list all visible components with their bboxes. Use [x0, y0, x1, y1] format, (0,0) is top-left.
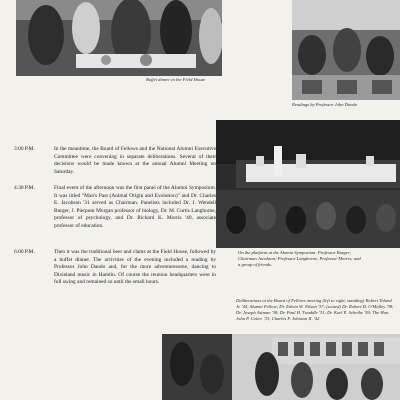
readings-photo-art — [292, 0, 400, 100]
caption-buffet: Buffet dinner in the Field House — [146, 77, 206, 82]
photo-buffet-dinner — [16, 0, 222, 76]
entry-time: 3:00 P.M. — [14, 146, 35, 152]
photo-platform-symposium — [216, 120, 400, 248]
entry-time: 4:30 P.M. — [14, 185, 35, 191]
buffet-photo-art — [16, 0, 222, 76]
platform-photo-art — [216, 120, 400, 248]
photo-board-of-fellows — [162, 334, 400, 400]
caption-deliberations: Deliberations at the Board of Fellows meeting (left to right, standing) Robert Toland Jr. '44, Alumni Fellow; Dr. Edwin W. Nilson '37; (seated) Dr. Robert D. O'Malley '38; Dr. Joseph Astman '38; Dr. Paul H. Twaddle '31; Dr. Karl E. Scheibe '59; The Hon. John P. Cotter '33; Charles F. Johnson II, '42. — [236, 298, 394, 321]
caption-platform: On the platform at the Alumni Symposium: Professor Burger; Chairman Jacobson; Professor Langhorne; Professor Morris; and a group of friends. — [238, 250, 361, 267]
photo-readings — [292, 0, 400, 100]
entry-text: In the meantime, the Board of Fellows and the National Alumni Executive Committee were convening in separate deliberations. Several of their decisions would be made known at the annual Alumni Meeting on Saturday. — [54, 146, 216, 175]
entry-text: Then it was the traditional beer and clams at the Field House, followed by a buffet dinner. The activities of the evening included a reading by Professor John Dando and, for the more adventuresome, dancing to Dixieland music in Hamlin. Of course the reunion headquarters were in full swing and remained so until the small hours. — [54, 249, 216, 286]
caption-readings: Readings by Professor John Dando — [292, 102, 358, 107]
entry-time: 6:00 P.M. — [14, 249, 35, 255]
entry-text: Final event of the afternoon was the first panel of the Alumni Symposium. It was titled "Man's Past (Animal Origin and Evolution)" and Dr. Charles E. Jacobson '31 served as Chairman. Panelists included Dr. J. Wendell Burger, J. Pierpont Morgan professor of biology, Dr. M. Curtis Langhorne, professor of psychology, and Dr. Richard K. Morris '40, associate professor of education. — [54, 185, 216, 229]
board-photo-art — [162, 334, 400, 400]
